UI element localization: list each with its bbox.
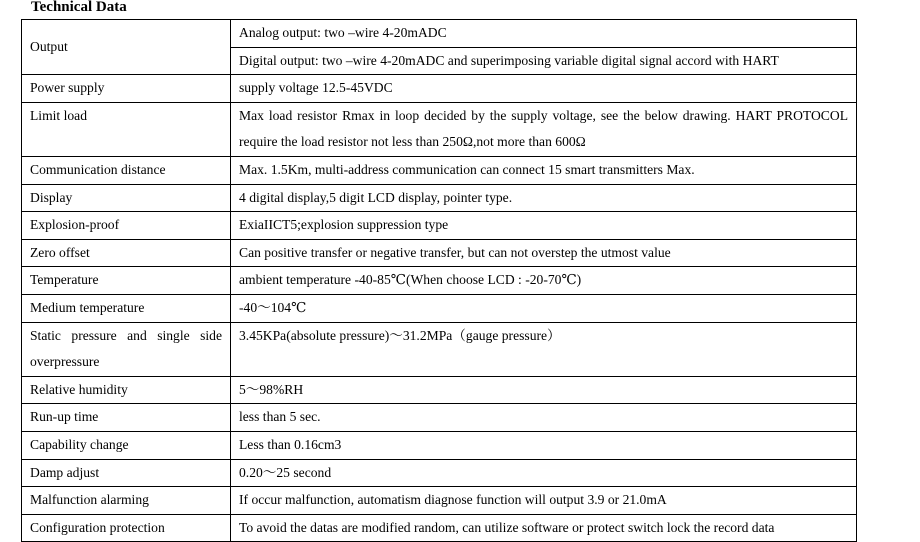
row-value: -40～104℃ (231, 294, 857, 322)
row-label: Malfunction alarming (22, 487, 231, 515)
row-label: Output (22, 20, 231, 75)
row-label: Damp adjust (22, 459, 231, 487)
table-row (22, 376, 857, 404)
row-value: Analog output: two –wire 4-20mADC (231, 20, 857, 48)
section-title: Technical Data (31, 0, 127, 15)
row-label: Temperature (22, 267, 231, 295)
row-value: Can positive transfer or negative transfer, but can not overstep the utmost value (231, 239, 857, 267)
table-row (22, 75, 857, 103)
row-value: Less than 0.16cm3 (231, 431, 857, 459)
row-label: Zero offset (22, 239, 231, 267)
row-label: Relative humidity (22, 376, 231, 404)
row-value: less than 5 sec. (231, 404, 857, 432)
row-value: supply voltage 12.5-45VDC (231, 75, 857, 103)
row-label: Capability change (22, 431, 231, 459)
table-row (22, 102, 857, 156)
row-value: ExiaIICT5;explosion suppression type (231, 212, 857, 240)
row-label: Communication distance (22, 156, 231, 184)
row-label: Display (22, 184, 231, 212)
row-value: If occur malfunction, automatism diagnose function will output 3.9 or 21.0mA (231, 487, 857, 515)
table-row (22, 487, 857, 515)
row-label: Run-up time (22, 404, 231, 432)
row-label: Limit load (22, 102, 231, 156)
row-value: To avoid the datas are modified random, can utilize software or protect switch lock the record data (231, 514, 857, 542)
table-row (22, 156, 857, 184)
table-row (22, 322, 857, 376)
technical-data-table (21, 19, 857, 542)
row-value: 4 digital display,5 digit LCD display, pointer type. (231, 184, 857, 212)
row-value: Digital output: two –wire 4-20mADC and superimposing variable digital signal accord with HART (231, 47, 857, 75)
table-row (22, 431, 857, 459)
row-value: ambient temperature -40-85℃(When choose LCD : -20-70℃) (231, 267, 857, 295)
row-label: Static pressure and single side overpressure (22, 322, 231, 376)
row-label: Configuration protection (22, 514, 231, 542)
table-row (22, 212, 857, 240)
row-value: 0.20～25 second (231, 459, 857, 487)
row-label: Explosion-proof (22, 212, 231, 240)
table-row (22, 294, 857, 322)
table-row (22, 20, 857, 48)
table-row (22, 184, 857, 212)
row-value: 3.45KPa(absolute pressure)～31.2MPa（gauge pressure） (231, 322, 857, 376)
row-value: Max load resistor Rmax in loop decided by the supply voltage, see the below drawing. HART PROTOCOL require the load resistor not less than 250Ω,not more than 600Ω (231, 102, 857, 156)
table-row (22, 514, 857, 542)
row-label: Power supply (22, 75, 231, 103)
row-value: 5～98%RH (231, 376, 857, 404)
table-row (22, 267, 857, 295)
table-row (22, 239, 857, 267)
row-value: Max. 1.5Km, multi-address communication can connect 15 smart transmitters Max. (231, 156, 857, 184)
table-row (22, 404, 857, 432)
row-label: Medium temperature (22, 294, 231, 322)
table-row (22, 459, 857, 487)
